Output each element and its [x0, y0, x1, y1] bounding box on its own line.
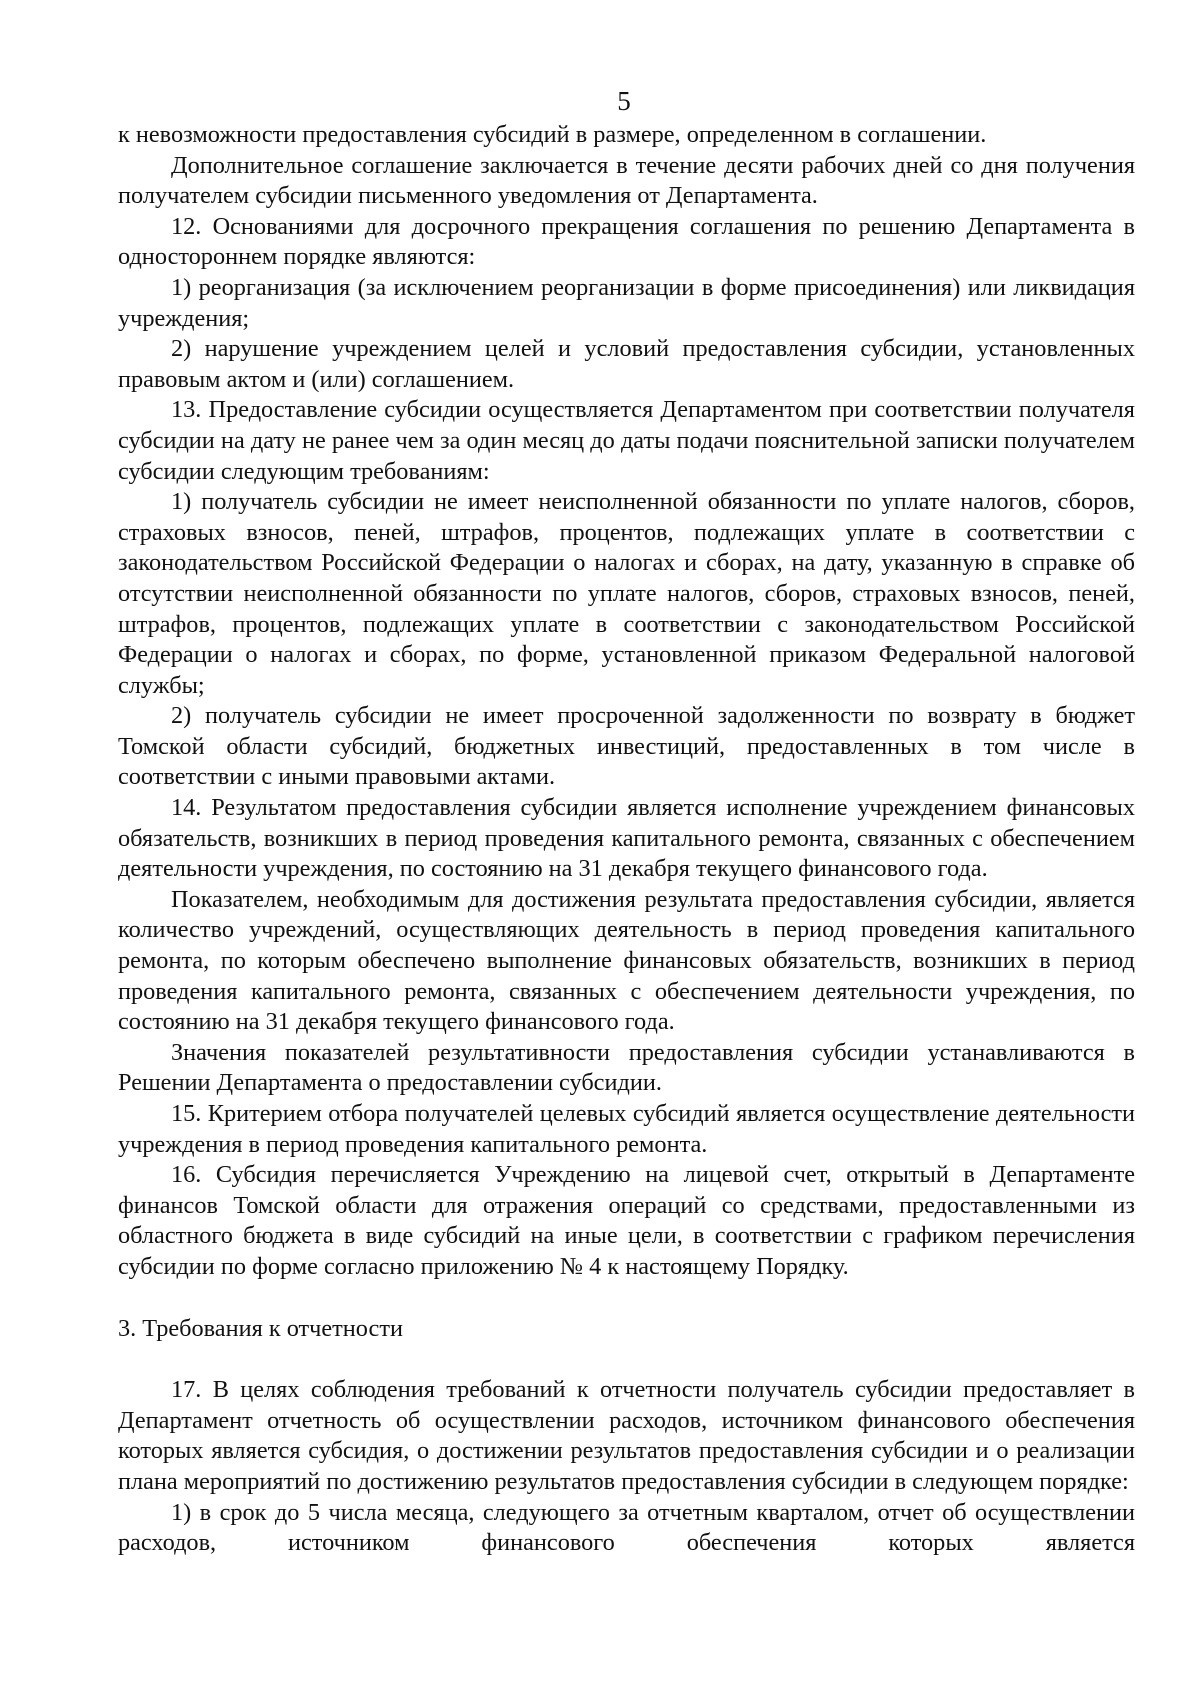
- paragraph-13: 13. Предоставление субсидии осуществляется Департаментом при соответствии получателя субсидии на дату не ранее чем за один месяц до даты подачи пояснительной записки получателем субсидии следующим требованиям:: [118, 396, 1135, 485]
- page-number: 5: [617, 86, 631, 116]
- paragraph-17-item-1: 1) в срок до 5 числа месяца, следующего за отчетным кварталом, отчет об осуществлении расходов, источником финансового обеспечения которых является: [118, 1498, 1135, 1557]
- paragraph-13-item-1: 1) получатель субсидии не имеет неисполненной обязанности по уплате налогов, сборов, страховых взносов, пеней, штрафов, процентов, подлежащих уплате в соответствии с законодательством Российской Федерации о налогах и сборах, на дату, указанную в справке об отсутствии неисполненной обязанности по уплате налогов, сборов, страховых взносов, пеней, штрафов, процентов, подлежащих уплате в соответствии с законодательством Российской Федерации о налогах и сборах, по форме, установленной приказом Федеральной налоговой службы;: [118, 488, 1135, 699]
- section-heading: 3. Требования к отчетности: [118, 1314, 403, 1342]
- paragraph-12-item-1: 1) реорганизация (за исключением реорганизации в форме присоединения) или ликвидация учреждения;: [118, 273, 1135, 332]
- paragraph-12-item-2: 2) нарушение учреждением целей и условий предоставления субсидии, установленных правовым актом и (или) соглашением.: [118, 335, 1135, 393]
- paragraph-15: 15. Критерием отбора получателей целевых субсидий является осуществление деятельности учреждения в период проведения капитального ремонта.: [118, 1100, 1135, 1158]
- paragraph-14-values: Значения показателей результативности предоставления субсидии устанавливаются в Решении Департамента о предоставлении субсидии.: [118, 1038, 1135, 1097]
- document-body: [118, 120, 1135, 1559]
- paragraph-17: 17. В целях соблюдения требований к отчетности получатель субсидии предоставляет в Департамент отчетность об осуществлении расходов, источником финансового обеспечения которых является субсидия, о достижении результатов предоставления субсидии и о реализации плана мероприятий по достижению результатов предоставления субсидии в следующем порядке:: [118, 1376, 1135, 1495]
- paragraph-14: 14. Результатом предоставления субсидии является исполнение учреждением финансовых обязательств, возникших в период проведения капитального ремонта, связанных с обеспечением деятельности учреждения, по состоянию на 31 декабря текущего финансового года.: [118, 794, 1135, 883]
- paragraph-continuation: к невозможности предоставления субсидий в размере, определенном в соглашении.: [118, 121, 987, 148]
- paragraph-12: 12. Основаниями для досрочного прекращения соглашения по решению Департамента в одностороннем порядке являются:: [118, 212, 1135, 271]
- paragraph-additional-agreement: Дополнительное соглашение заключается в течение десяти рабочих дней со дня получения получателем субсидии письменного уведомления от Департамента.: [118, 151, 1135, 210]
- paragraph-16: 16. Субсидия перечисляется Учреждению на лицевой счет, открытый в Департаменте финансов Томской области для отражения операций со средствами, предоставленными из областного бюджета в виде субсидий на иные цели, в соответствии с графиком перечисления субсидии по форме согласно приложению № 4 к настоящему Порядку.: [118, 1161, 1135, 1280]
- paragraph-14-indicator: Показателем, необходимым для достижения результата предоставления субсидии, является количество учреждений, осуществляющих деятельность в период проведения капитального ремонта, по которым обеспечено выполнение финансовых обязательств, возникших в период проведения капитального ремонта, связанных с обеспечением деятельности учреждения, по состоянию на 31 декабря текущего финансового года.: [118, 885, 1135, 1036]
- paragraph-13-item-2: 2) получатель субсидии не имеет просроченной задолженности по возврату в бюджет Томской области субсидий, бюджетных инвестиций, предоставленных в том числе в соответствии с иными правовыми актами.: [118, 702, 1135, 791]
